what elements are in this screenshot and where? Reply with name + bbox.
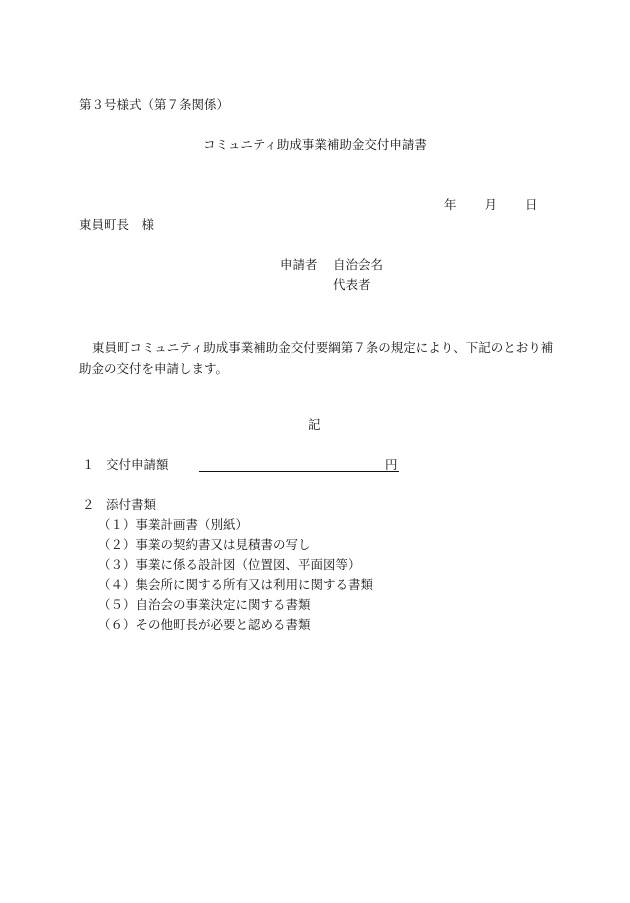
date-line <box>444 197 538 213</box>
date-year-label: 年 <box>444 197 457 212</box>
document-title: コミュニティ助成事業補助金交付申請書 <box>203 137 427 152</box>
section2-label: 添付書類 <box>106 497 157 512</box>
attachment-item: （２）事業の契約書又は見積書の写し <box>98 537 311 552</box>
attachment-item: （３）事業に係る設計図（位置図、平面図等） <box>98 557 361 572</box>
section1-number: １ <box>82 457 95 472</box>
form-number: 第３号様式（第７条関係） <box>79 97 230 112</box>
amount-underline <box>199 471 399 472</box>
attachment-item: （１）事業計画書（別紙） <box>98 517 249 532</box>
attachment-item: （６）その他町長が必要と認める書類 <box>98 617 311 632</box>
section2-number: ２ <box>82 497 95 512</box>
applicant-rep-label: 代表者 <box>333 277 371 292</box>
body-paragraph: 東員町コミュニティ助成事業補助金交付要綱第７条の規定により、下記のとおり補助金の交付を申請します。 <box>79 340 554 376</box>
section1-label: 交付申請額 <box>106 457 169 472</box>
ki-heading: 記 <box>308 417 321 432</box>
addressee: 東員町長 様 <box>79 217 155 232</box>
attachment-item: （５）自治会の事業決定に関する書類 <box>98 597 311 612</box>
amount-unit: 円 <box>385 457 398 472</box>
date-month-label: 月 <box>484 197 498 212</box>
applicant-label: 申請者 <box>280 257 318 272</box>
applicant-org-label: 自治会名 <box>333 257 384 272</box>
attachment-item: （４）集会所に関する所有又は利用に関する書類 <box>98 577 374 592</box>
date-day-label: 日 <box>525 197 538 212</box>
